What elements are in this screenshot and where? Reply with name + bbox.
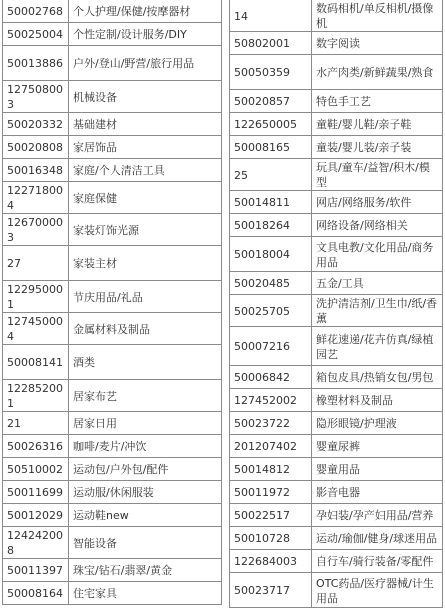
category-name: 家庭/个人清洁工具 bbox=[69, 159, 222, 182]
category-name: 数字阅读 bbox=[312, 32, 443, 55]
category-name: 智能设备 bbox=[69, 527, 222, 559]
category-code: 122852001 bbox=[3, 380, 69, 412]
table-row bbox=[3, 380, 222, 412]
category-name: 运动鞋new bbox=[69, 504, 222, 527]
table-row bbox=[230, 159, 443, 191]
category-table-right bbox=[229, 0, 443, 608]
category-table-left bbox=[2, 0, 222, 605]
category-name: 基础建材 bbox=[69, 113, 222, 136]
category-code: 50014811 bbox=[230, 191, 312, 214]
category-name: 水产肉类/新鲜蔬果/熟食 bbox=[312, 55, 443, 90]
category-code: 50020485 bbox=[230, 272, 312, 295]
category-name: 箱包皮具/热销女包/男包 bbox=[312, 366, 443, 389]
table-row bbox=[3, 582, 222, 605]
category-name: 文具电教/文化用品/商务用品 bbox=[312, 237, 443, 272]
category-name: 五金/工具 bbox=[312, 272, 443, 295]
table-row bbox=[230, 527, 443, 550]
table-row bbox=[230, 412, 443, 435]
table-row bbox=[230, 550, 443, 573]
category-name: 珠宝/钻石/翡翠/黄金 bbox=[69, 559, 222, 582]
category-code: 201207402 bbox=[230, 435, 312, 458]
category-code: 50802001 bbox=[230, 32, 312, 55]
category-code: 50018264 bbox=[230, 214, 312, 237]
category-name: 网店/网络服务/软件 bbox=[312, 191, 443, 214]
category-code: 126700003 bbox=[3, 214, 69, 246]
category-name: 个人护理/保健/按摩器材 bbox=[69, 0, 222, 23]
category-name: OTC药品/医疗器械/计生用品 bbox=[312, 573, 443, 608]
table-row bbox=[230, 504, 443, 527]
table-row bbox=[3, 435, 222, 458]
category-code: 50007216 bbox=[230, 327, 312, 366]
category-code: 14 bbox=[230, 0, 312, 32]
category-code: 127508003 bbox=[3, 81, 69, 113]
table-row bbox=[230, 32, 443, 55]
category-name: 节庆用品/礼品 bbox=[69, 281, 222, 313]
category-name: 家庭保健 bbox=[69, 182, 222, 214]
table-row bbox=[230, 90, 443, 113]
category-name: 个性定制/设计服务/DIY bbox=[69, 23, 222, 46]
category-code: 50006842 bbox=[230, 366, 312, 389]
table-row bbox=[3, 458, 222, 481]
table-row bbox=[230, 272, 443, 295]
category-name: 家装灯饰光源 bbox=[69, 214, 222, 246]
table-row bbox=[230, 573, 443, 608]
category-code: 122650005 bbox=[230, 113, 312, 136]
table-row bbox=[230, 389, 443, 412]
table-row bbox=[230, 136, 443, 159]
category-code: 50011972 bbox=[230, 481, 312, 504]
category-name: 婴童尿裤 bbox=[312, 435, 443, 458]
table-row bbox=[3, 246, 222, 281]
category-code: 50023717 bbox=[230, 573, 312, 608]
category-name: 婴童用品 bbox=[312, 458, 443, 481]
category-code: 21 bbox=[3, 412, 69, 435]
table-row bbox=[3, 527, 222, 559]
category-name: 机械设备 bbox=[69, 81, 222, 113]
category-code: 124242008 bbox=[3, 527, 69, 559]
table-row bbox=[3, 313, 222, 345]
category-name: 玩具/童车/益智/积木/模型 bbox=[312, 159, 443, 191]
category-name: 运动/瑜伽/健身/球迷用品 bbox=[312, 527, 443, 550]
category-code: 127450004 bbox=[3, 313, 69, 345]
table-row bbox=[230, 0, 443, 32]
category-code: 50025705 bbox=[230, 295, 312, 327]
category-name: 特色手工艺 bbox=[312, 90, 443, 113]
category-code: 127452002 bbox=[230, 389, 312, 412]
category-name: 家装主材 bbox=[69, 246, 222, 281]
table-row bbox=[230, 55, 443, 90]
category-name: 孕妇装/孕产妇用品/营养 bbox=[312, 504, 443, 527]
table-row bbox=[3, 0, 222, 23]
table-row bbox=[3, 113, 222, 136]
table-row bbox=[3, 136, 222, 159]
table-row bbox=[3, 504, 222, 527]
table-row bbox=[3, 345, 222, 380]
category-code: 50050359 bbox=[230, 55, 312, 90]
table-row bbox=[3, 159, 222, 182]
category-code: 50020857 bbox=[230, 90, 312, 113]
category-name: 家居饰品 bbox=[69, 136, 222, 159]
category-code: 50026316 bbox=[3, 435, 69, 458]
category-code: 50002768 bbox=[3, 0, 69, 23]
table-row bbox=[230, 295, 443, 327]
category-code: 50014812 bbox=[230, 458, 312, 481]
table-row bbox=[3, 412, 222, 435]
category-name: 户外/登山/野营/旅行用品 bbox=[69, 46, 222, 81]
category-code: 122950001 bbox=[3, 281, 69, 313]
category-code: 50012029 bbox=[3, 504, 69, 527]
table-row bbox=[230, 481, 443, 504]
category-name: 居家布艺 bbox=[69, 380, 222, 412]
category-code: 50011397 bbox=[3, 559, 69, 582]
table-row bbox=[230, 237, 443, 272]
category-name: 数码相机/单反相机/摄像机 bbox=[312, 0, 443, 32]
table-row bbox=[230, 366, 443, 389]
table-row bbox=[3, 81, 222, 113]
table-row bbox=[230, 327, 443, 366]
category-name: 鲜花速递/花卉仿真/绿植园艺 bbox=[312, 327, 443, 366]
category-name: 住宅家具 bbox=[69, 582, 222, 605]
category-name: 隐形眼镜/护理液 bbox=[312, 412, 443, 435]
category-name: 运动包/户外包/配件 bbox=[69, 458, 222, 481]
table-row bbox=[230, 435, 443, 458]
table-row bbox=[3, 481, 222, 504]
category-name: 洗护清洁剂/卫生巾/纸/香薰 bbox=[312, 295, 443, 327]
category-code: 50018004 bbox=[230, 237, 312, 272]
category-code: 50010728 bbox=[230, 527, 312, 550]
category-code: 25 bbox=[230, 159, 312, 191]
category-code: 50510002 bbox=[3, 458, 69, 481]
table-row bbox=[230, 113, 443, 136]
category-code: 50025004 bbox=[3, 23, 69, 46]
category-name: 影音电器 bbox=[312, 481, 443, 504]
table-row bbox=[230, 458, 443, 481]
category-code: 50020808 bbox=[3, 136, 69, 159]
category-name: 居家日用 bbox=[69, 412, 222, 435]
table-row bbox=[230, 214, 443, 237]
table-row bbox=[230, 191, 443, 214]
category-name: 童鞋/婴儿鞋/亲子鞋 bbox=[312, 113, 443, 136]
category-name: 网络设备/网络相关 bbox=[312, 214, 443, 237]
category-code: 122684003 bbox=[230, 550, 312, 573]
category-name: 咖啡/麦片/冲饮 bbox=[69, 435, 222, 458]
category-code: 50013886 bbox=[3, 46, 69, 81]
category-name: 童装/婴儿装/亲子装 bbox=[312, 136, 443, 159]
table-row bbox=[3, 281, 222, 313]
category-code: 50022517 bbox=[230, 504, 312, 527]
category-code: 50016348 bbox=[3, 159, 69, 182]
category-code: 50020332 bbox=[3, 113, 69, 136]
category-name: 运动服/休闲服装 bbox=[69, 481, 222, 504]
category-code: 27 bbox=[3, 246, 69, 281]
category-code: 50008164 bbox=[3, 582, 69, 605]
table-row bbox=[3, 559, 222, 582]
category-code: 50023722 bbox=[230, 412, 312, 435]
table-row bbox=[3, 46, 222, 81]
table-row bbox=[3, 23, 222, 46]
category-name: 金属材料及制品 bbox=[69, 313, 222, 345]
category-code: 50008165 bbox=[230, 136, 312, 159]
category-code: 122718004 bbox=[3, 182, 69, 214]
category-name: 自行车/骑行装备/零配件 bbox=[312, 550, 443, 573]
table-row bbox=[3, 214, 222, 246]
category-name: 橡塑材料及制品 bbox=[312, 389, 443, 412]
category-code: 50008141 bbox=[3, 345, 69, 380]
category-code: 50011699 bbox=[3, 481, 69, 504]
category-name: 酒类 bbox=[69, 345, 222, 380]
table-row bbox=[3, 182, 222, 214]
